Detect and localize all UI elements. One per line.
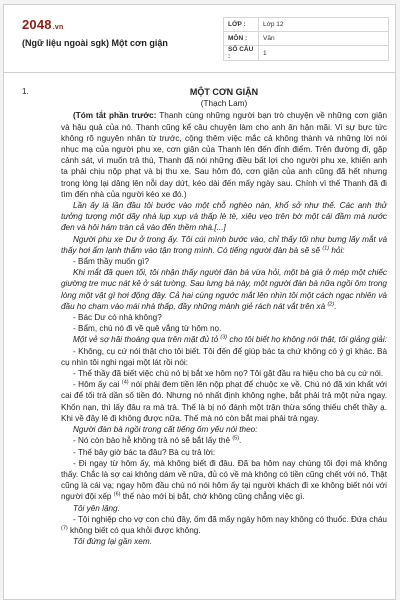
story-paragraph: Người đàn bà ngồi trong cất tiếng ốm yếu nói theo:	[73, 425, 258, 435]
header-divider	[4, 72, 395, 73]
dialog-line: - Nó còn bảo hễ không trả nó sẽ bắt lấy thẻ $^{(5)}$.	[73, 435, 242, 446]
document-title: (Ngữ liệu ngoài sgk) Một cơn giận	[22, 38, 168, 48]
meta-key: SỐ CÂU :	[224, 46, 259, 61]
dialog-line: - Hôm ấy cai $^{(4)}$ nói phải đem tiền lên nộp phạt để chuộc xe về. Chú nó đã xin khất với cai để tối trả dần số tiền đó. Nhưng nó nhất định không nghe, bắt phải trả một nửa ngay. Khốn nạn, thì lấy đâu ra mà trả. Thế là bị nó đánh một trận thừa sống thiếu chết thầy ạ. Khi về đây lê đi không được nữa. Thế mà nó còn bắt mai phải trả ngay.	[61, 379, 387, 423]
footnote-ref: (6)	[113, 491, 121, 498]
footnote-ref: (4)	[121, 379, 129, 386]
meta-row-class	[224, 18, 389, 32]
story-title: MỘT CƠN GIẬN	[189, 87, 259, 97]
story-paragraph: Lần ấy là lần đầu tôi bước vào một chỗ nghèo nàn, khổ sở như thế. Các anh thử tưởng tượng một dãy nhà lụp xụp và thấp lè tè, xiêu vẹo trên bờ một cái đầm mà nước đen và hôi hám tràn cả vào đến thềm nhà.[...]	[61, 201, 387, 233]
dialog-line: - Thế thầy đã biết việc chú nó bị bắt xe hôm nọ? Tôi gật đầu ra hiệu cho bà cụ cứ nói.	[73, 369, 384, 379]
meta-value: Văn	[259, 32, 389, 46]
dialog-line: - Bẩm thầy muốn gì?	[73, 257, 149, 267]
story-paragraph: Tôi yên lặng.	[73, 503, 120, 513]
meta-key: LỚP :	[224, 18, 259, 32]
meta-key: MÔN :	[224, 32, 259, 46]
dialog-line: - Bẩm, chú nó đi về quê vắng từ hôm nọ.	[73, 324, 222, 334]
meta-row-count	[224, 46, 389, 61]
story-paragraph: Khi mắt đã quen tối, tôi nhận thấy người đàn bà vừa hỏi, một bà già ở mép một chiếc giường tre mục nát kê ở sát tường. Sau lưng bà này, một người đàn bà nữa ngồi ôm trong lòng một vật gì hơi động đậy. Cả hai cùng ngước mắt lên nhìn tôi một cách ngạc nhiên và đầu họ chạm vào mái nhà thấp, đầy những mành giẻ rách nát vắt trên xà $^{(2)}$.	[61, 268, 387, 311]
site-logo[interactable]: 2048.vn	[22, 17, 64, 32]
meta-row-subject	[224, 32, 389, 46]
meta-table	[223, 17, 389, 61]
footnote-ref: (2)	[327, 301, 335, 308]
footnote-ref: (7)	[61, 525, 68, 532]
dialog-line: - Không, cụ cứ nói thật cho tôi biết. Tôi đến để giúp bác ta chứ không có ý gì khác. Bà cụ nhìn tôi nghi ngại một lát rồi nói:	[61, 346, 387, 367]
document-header	[4, 5, 395, 67]
footnote-ref: (1)	[322, 245, 330, 252]
dialog-line: - Tội nghiệp cho vợ con chú đây, ốm đã mấy ngày hôm nay không có thuốc. Đứa cháu $^{(7)}$ không biết có qua khỏi được không.	[61, 514, 387, 535]
document-sheet	[3, 4, 396, 600]
dialog-line: - Bác Dư có nhà không?	[73, 313, 162, 323]
story-paragraph: Tôi đứng lại gần xem.	[73, 537, 152, 547]
dialog-line: - Đi ngay từ hôm ấy, mà không biết đi đâu. Đã ba hôm nay chúng tôi đợi mà không thấy. Chắc là sợ cai không dám về nữa, đủ có về mà không có tiền cũng chết với nó. Thật cũng là cái vạ; ngay hôm đầu chú nó nói hôm ấy tại người khách đi xe không biết nói với người đội xếp $^{(6)}$ thế nào mới bị bắt, chớ không cũng chẳng việc gì.	[61, 458, 387, 502]
story-author: (Thạch Lam)	[200, 99, 248, 109]
story-paragraph: Người phu xe Dư ở trong ấy. Tôi cúi mình bước vào, chỉ thấy tối như bưng lấy mắt và thấy hơi ẩm lạnh thấm vào tận trong mình. Có tiếng người đàn bà sẽ sẽ $^{(1)}$ hỏi:	[61, 234, 387, 255]
meta-value: 1	[259, 46, 389, 61]
question-number: 1.	[22, 87, 29, 96]
question-content	[61, 85, 387, 547]
dialog-line: - Thế bây giờ bác ta đâu? Bà cụ trả lời:	[73, 447, 216, 457]
summary-label: (Tóm tắt phần trước:	[73, 111, 157, 121]
footnote-ref: (5)	[232, 435, 240, 442]
footnote-ref: (3)	[220, 334, 228, 341]
story-paragraph: Một vẻ sợ hãi thoáng qua trên mặt đủ tỏ $^{(3)}$ cho tôi biết họ không nói thật, tôi giảng giải:	[73, 334, 387, 345]
summary-paragraph: (Tóm tắt phần trước: Thanh cùng những người bạn trò chuyện về những cơn giận và hậu quả của nó. Thanh cũng kể câu chuyện làm cho anh ân hận mãi. Vì sự bực tức không rõ nguyên nhân từ trước, cộng thêm việc mắc cả không thành và những lời nói nhục mạ của người phu xe, cơn giận của Thanh lên đến đỉnh điểm. Trên đường đi, gặp cảnh sát, vì muốn trả thù, Thanh đã nói những điều bất lợi cho người phu xe, khiến anh ta phải chịu nộp phạt và bị thu xe. Sau hôm đó, cơn giận của anh cũng đã hết nhưng trong lòng lại dâng lên nỗi day dứt, kéo dài đến mấy ngày sau. Chính vì thế Thanh đã đi tìm đến nhà của người kéo xe đó.)	[61, 111, 387, 199]
meta-value: Lớp 12	[259, 18, 389, 32]
